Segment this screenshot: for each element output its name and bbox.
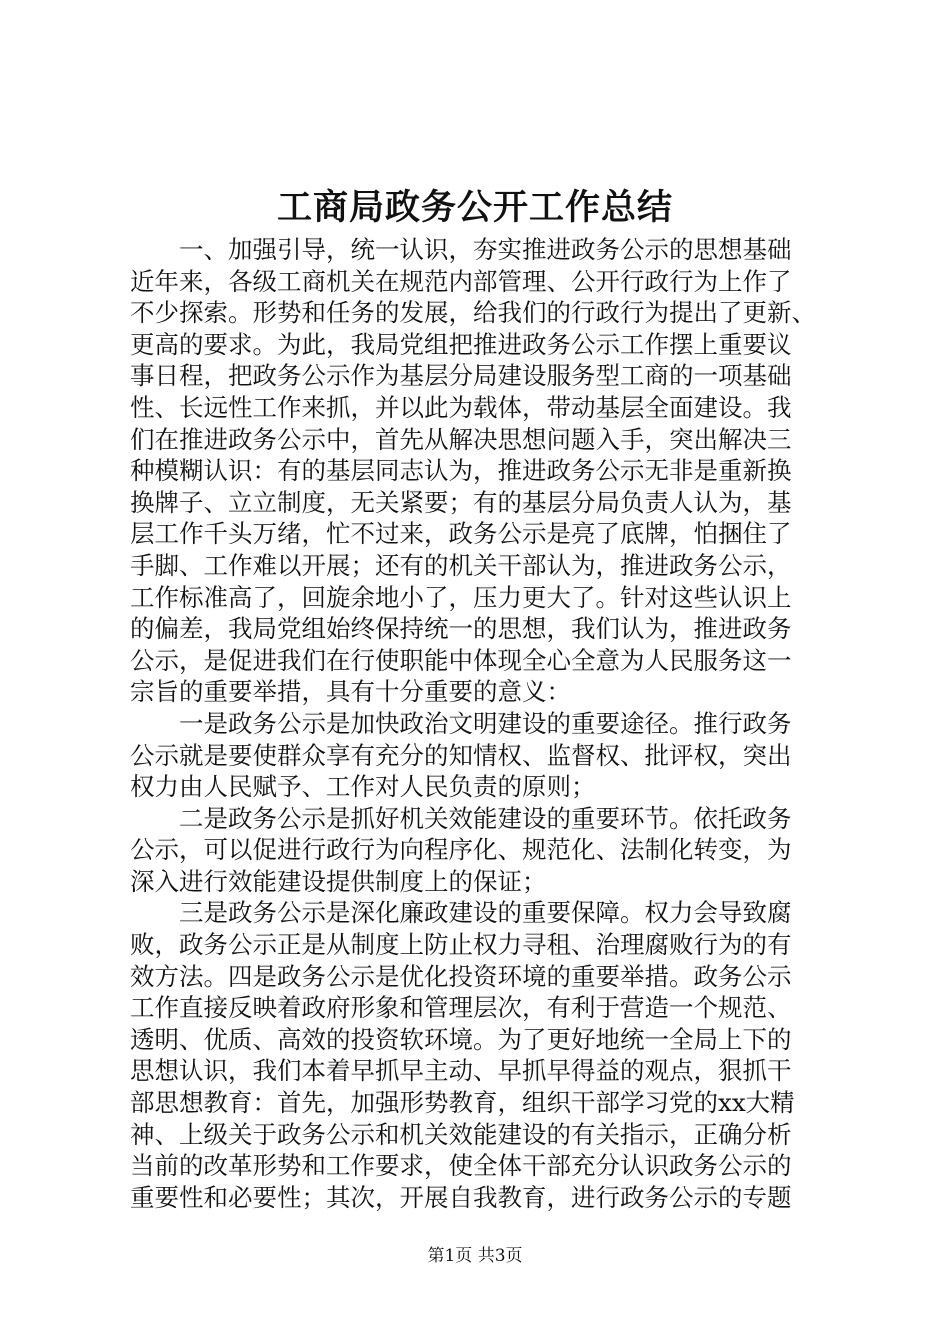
text-line: 一是政务公示是加快政治文明建设的重要途径。推行政务 xyxy=(179,708,792,738)
text-line: 不少探索。形势和任务的发展，给我们的行政行为提出了更新、 xyxy=(130,298,816,328)
text-line: 近年来，各级工商机关在规范内部管理、公开行政行为上作了 xyxy=(130,266,792,296)
text-line: 宗旨的重要举措，具有十分重要的意义： xyxy=(130,677,571,707)
text-line: 的偏差，我局党组始终保持统一的思想，我们认为，推进政务 xyxy=(130,614,792,644)
text-line: 思想认识，我们本着早抓早主动、早抓早得益的观点，狠抓干 xyxy=(130,1056,792,1086)
text-line: 透明、优质、高效的投资软环境。为了更好地统一全局上下的 xyxy=(130,1024,792,1054)
document-title: 工商局政务公开工作总结 xyxy=(276,187,673,228)
text-line: 性、长远性工作来抓，并以此为载体，带动基层全面建设。我 xyxy=(130,392,792,422)
text-line: 深入进行效能建设提供制度上的保证； xyxy=(130,866,547,896)
text-line: 神、上级关于政务公示和机关效能建设的有关指示，正确分析 xyxy=(130,1119,792,1149)
document-body xyxy=(130,234,830,1213)
text-line: 二是政务公示是抓好机关效能建设的重要环节。依托政务 xyxy=(179,803,792,833)
page-footer: 第1页 共3页 xyxy=(427,1246,523,1266)
text-line: 当前的改革形势和工作要求，使全体干部充分认识政务公示的 xyxy=(130,1151,792,1181)
text-line: 败，政务公示正是从制度上防止权力寻租、治理腐败行为的有 xyxy=(130,930,792,960)
text-line: 公示就是要使群众享有充分的知情权、监督权、批评权，突出 xyxy=(130,740,792,770)
text-line: 手脚、工作难以开展；还有的机关干部认为，推进政务公示， xyxy=(130,550,792,580)
text-line: 公示，是促进我们在行使职能中体现全心全意为人民服务这一 xyxy=(130,645,792,675)
text-line: 们在推进政务公示中，首先从解决思想问题入手，突出解决三 xyxy=(130,424,792,454)
text-line: 部思想教育：首先，加强形势教育，组织干部学习党的xx大精 xyxy=(130,1088,795,1118)
text-line: 更高的要求。为此，我局党组把推进政务公示工作摆上重要议 xyxy=(130,329,792,359)
text-line: 种模糊认识：有的基层同志认为，推进政务公示无非是重新换 xyxy=(130,456,792,486)
text-line: 层工作千头万绪，忙不过来，政务公示是亮了底牌，怕捆住了 xyxy=(130,519,792,549)
text-line: 一、加强引导，统一认识，夯实推进政务公示的思想基础 xyxy=(179,235,792,264)
text-line: 三是政务公示是深化廉政建设的重要保障。权力会导致腐 xyxy=(179,898,792,928)
text-line: 效方法。四是政务公示是优化投资环境的重要举措。政务公示 xyxy=(130,961,792,991)
text-line: 工作直接反映着政府形象和管理层次，有利于营造一个规范、 xyxy=(130,993,792,1023)
text-line: 重要性和必要性；其次，开展自我教育，进行政务公示的专题 xyxy=(130,1182,792,1212)
text-line: 工作标准高了，回旋余地小了，压力更大了。针对这些认识上 xyxy=(130,582,792,612)
text-line: 权力由人民赋予、工作对人民负责的原则； xyxy=(130,772,596,802)
text-line: 事日程，把政务公示作为基层分局建设服务型工商的一项基础 xyxy=(130,361,792,391)
text-line: 公示，可以促进行政行为向程序化、规范化、法制化转变，为 xyxy=(130,835,792,865)
text-line: 换牌子、立立制度，无关紧要；有的基层分局负责人认为，基 xyxy=(130,487,792,517)
